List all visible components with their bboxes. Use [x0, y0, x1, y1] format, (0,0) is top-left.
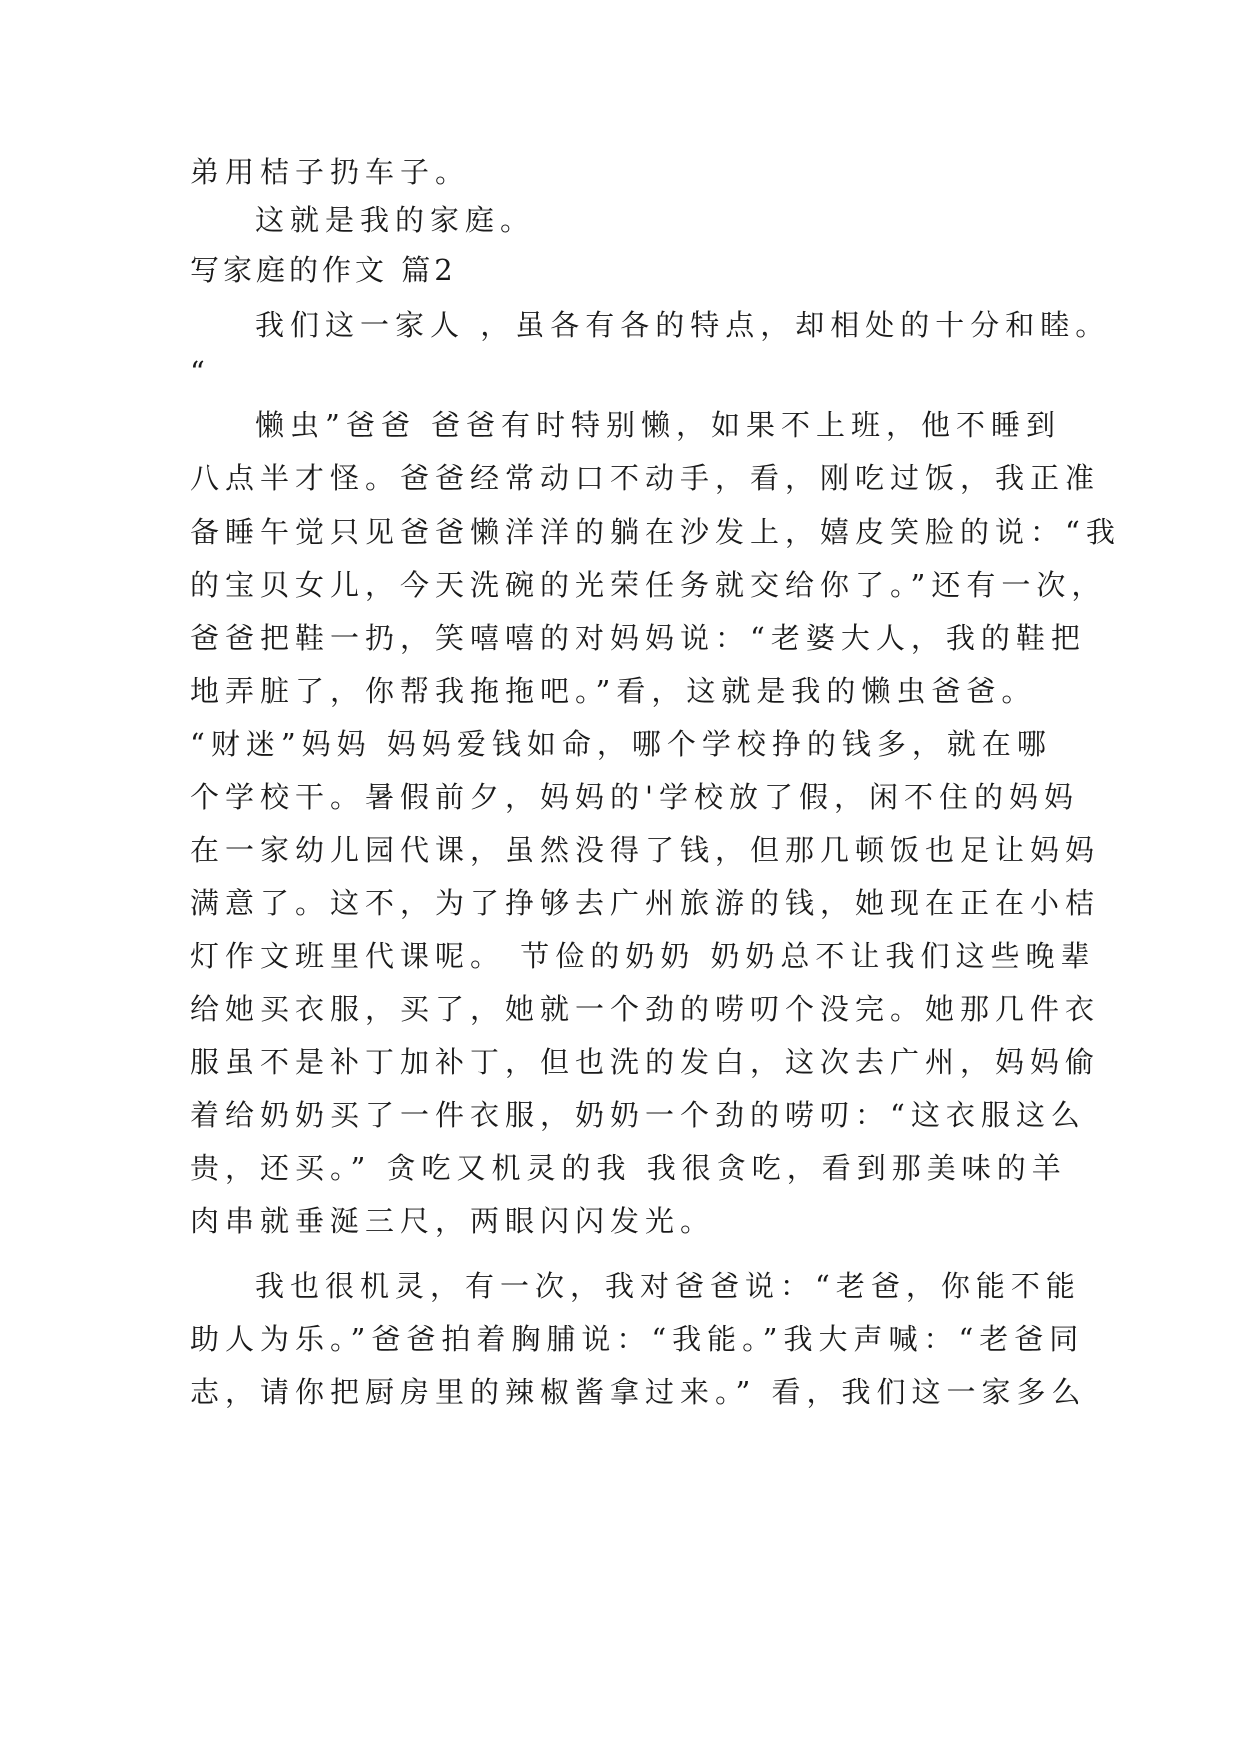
text-line: 着给奶奶买了一件衣服，奶奶一个劲的唠叨：“这衣服这么: [190, 1098, 1086, 1132]
text-line: 懒虫”爸爸 爸爸有时特别懒，如果不上班，他不睡到: [255, 408, 1062, 442]
text-line: 满意了。这不，为了挣够去广州旅游的钱，她现在正在小桔: [190, 886, 1101, 920]
text-line: 贵，还买。” 贪吃又机灵的我 我很贪吃，看到那美味的羊: [190, 1151, 1067, 1185]
text-line: 给她买衣服，买了，她就一个劲的唠叨个没完。她那几件衣: [190, 992, 1101, 1026]
text-line: “财迷”妈妈 妈妈爱钱如命，哪个学校挣的钱多，就在哪: [190, 727, 1052, 761]
text-line: 服虽不是补丁加补丁，但也洗的发白，这次去广州，妈妈偷: [190, 1045, 1101, 1079]
section-heading: 写家庭的作文 篇2: [190, 253, 457, 287]
paragraph-opening: 我们这一家人 ，虽各有各的特点，却相处的十分和睦。: [255, 308, 1111, 342]
text-line: 的宝贝女儿，今天洗碗的光荣任务就交给你了。”还有一次，: [190, 568, 1107, 602]
text-line: 个学校干。暑假前夕，妈妈的'学校放了假，闲不住的妈妈: [190, 780, 1079, 814]
text-line: 地弄脏了，你帮我拖拖吧。”看，这就是我的懒虫爸爸。: [190, 674, 1037, 708]
open-quote-mark: “: [190, 355, 211, 389]
text-line: 助人为乐。”爸爸拍着胸脯说：“我能。”我大声喊：“老爸同: [190, 1322, 1085, 1356]
text-line: 八点半才怪。爸爸经常动口不动手，看，刚吃过饭，我正准: [190, 461, 1101, 495]
text-line: 备睡午觉只见爸爸懒洋洋的躺在沙发上，嬉皮笑脸的说：“我: [190, 515, 1121, 549]
text-line: 弟用桔子扔车子。: [190, 155, 471, 189]
text-line: 灯作文班里代课呢。 节俭的奶奶 奶奶总不让我们这些晚辈: [190, 939, 1096, 973]
text-line: 爸爸把鞋一扔，笑嘻嘻的对妈妈说：“老婆大人，我的鞋把: [190, 621, 1086, 655]
text-line: 志，请你把厨房里的辣椒酱拿过来。” 看，我们这一家多么: [190, 1375, 1087, 1409]
text-line: 这就是我的家庭。: [255, 203, 536, 237]
text-line: 肉串就垂涎三尺，两眼闪闪发光。: [190, 1204, 716, 1238]
text-line: 我也很机灵，有一次，我对爸爸说：“老爸，你能不能: [255, 1269, 1081, 1303]
text-line: 在一家幼儿园代课，虽然没得了钱，但那几顿饭也足让妈妈: [190, 833, 1101, 867]
